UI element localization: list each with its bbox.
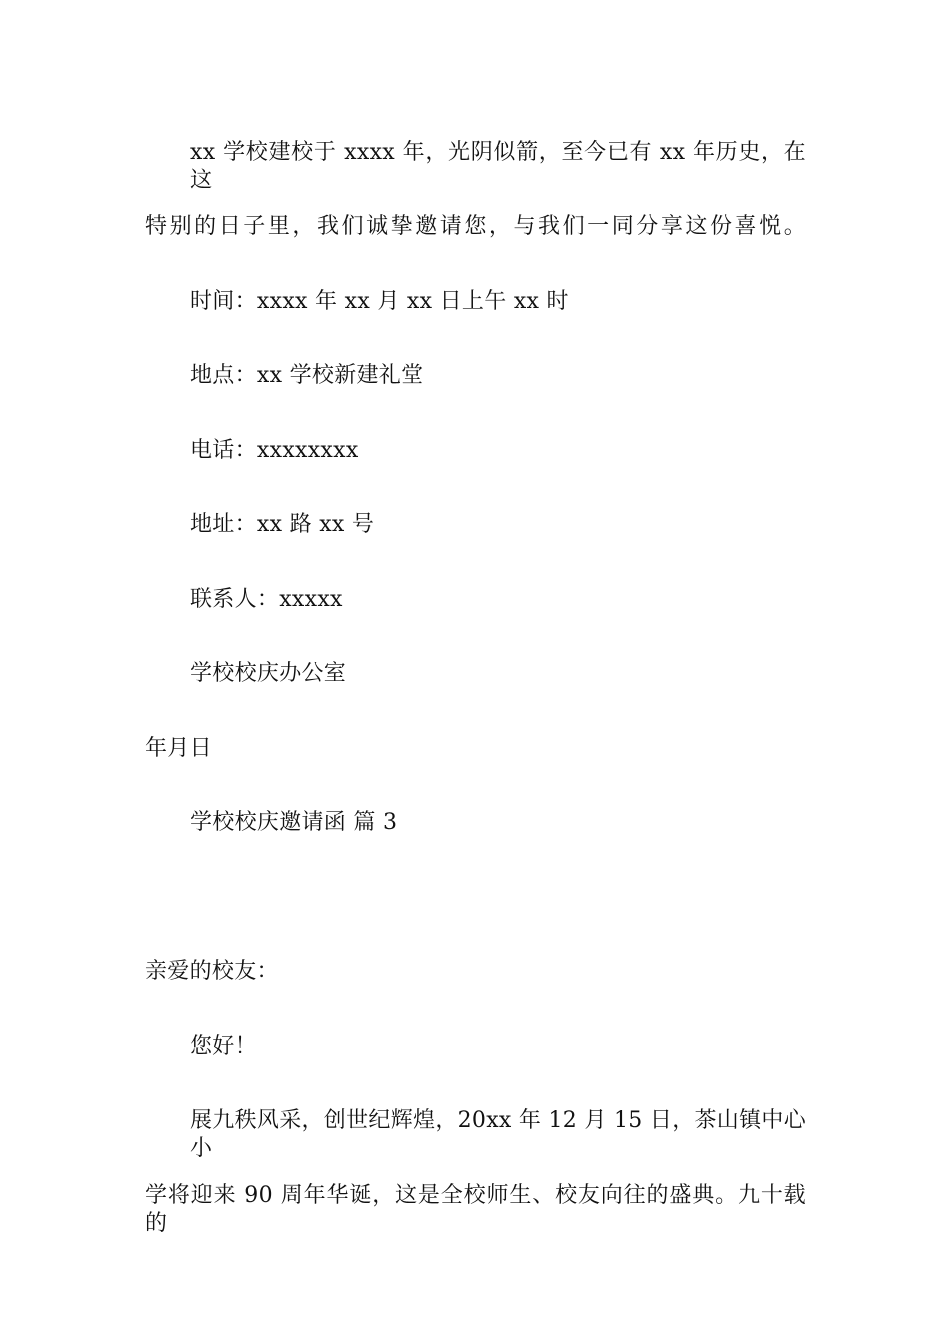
event-time: 时间：xxxx 年 xx 月 xx 日上午 xx 时 [190, 289, 569, 314]
contact-phone: 电话：xxxxxxxx [190, 438, 359, 463]
paragraph-line-2: 特别的日子里，我们诚挚邀请您，与我们一同分享这份喜悦。 [145, 214, 806, 239]
event-location: 地点：xx 学校新建礼堂 [190, 363, 424, 388]
salutation: 亲爱的校友： [145, 959, 279, 984]
signature-date: 年月日 [145, 736, 212, 761]
paragraph-line-3: 展九秩风采，创世纪辉煌，20xx 年 12 月 15 日，茶山镇中心小 [190, 1108, 806, 1161]
section-heading: 学校校庆邀请函 篇 3 [190, 810, 398, 835]
contact-person: 联系人：xxxxx [190, 587, 343, 612]
paragraph-line-4: 学将迎来 90 周年华诞，这是全校师生、校友向往的盛典。九十载的 [145, 1183, 806, 1236]
paragraph-line-1: xx 学校建校于 xxxx 年，光阴似箭，至今已有 xx 年历史，在这 [190, 140, 806, 193]
contact-address: 地址：xx 路 xx 号 [190, 512, 375, 537]
greeting: 您好！ [190, 1034, 257, 1059]
signature-office: 学校校庆办公室 [190, 661, 347, 686]
